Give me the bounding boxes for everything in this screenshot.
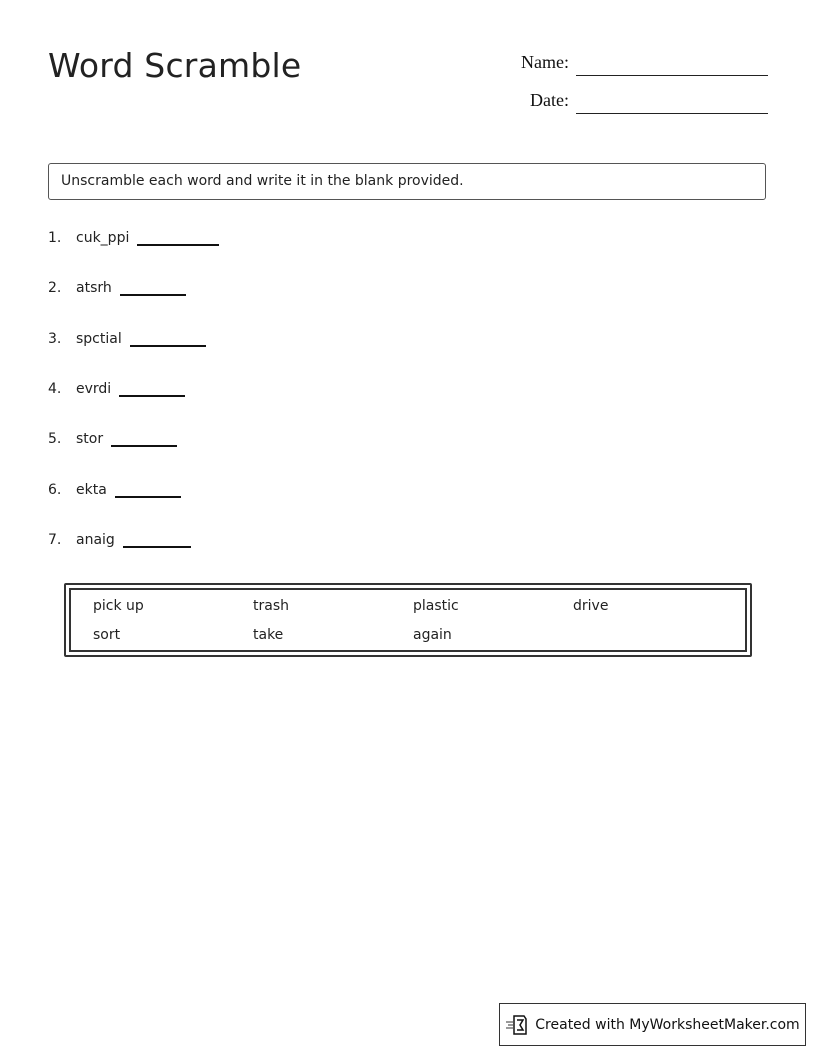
answer-blank[interactable] bbox=[123, 545, 191, 548]
name-label: Name: bbox=[521, 52, 569, 72]
scrambled-word: stor bbox=[76, 431, 104, 447]
question-item bbox=[48, 532, 191, 556]
date-line[interactable] bbox=[576, 113, 768, 114]
word-bank-item: take bbox=[253, 627, 284, 643]
scrambled-word: spctial bbox=[76, 331, 122, 347]
name-field[interactable] bbox=[48, 52, 768, 80]
worksheet-maker-logo-icon bbox=[505, 1014, 529, 1036]
answer-blank[interactable] bbox=[120, 293, 186, 296]
question-item bbox=[48, 381, 185, 405]
scrambled-word: anaig bbox=[76, 532, 115, 548]
page-title: Word Scramble bbox=[48, 46, 302, 85]
word-bank-item: again bbox=[413, 627, 452, 643]
date-field[interactable] bbox=[48, 90, 768, 118]
question-item bbox=[48, 280, 186, 304]
word-bank-item: trash bbox=[253, 598, 289, 614]
word-bank-item: pick up bbox=[93, 598, 144, 614]
answer-blank[interactable] bbox=[137, 243, 219, 246]
question-item bbox=[48, 230, 219, 254]
question-number: 6. bbox=[48, 482, 62, 498]
instructions-box bbox=[48, 163, 766, 200]
question-item bbox=[48, 482, 181, 506]
answer-blank[interactable] bbox=[115, 495, 181, 498]
date-label: Date: bbox=[530, 90, 569, 110]
word-bank bbox=[64, 583, 752, 657]
scrambled-word: atsrh bbox=[76, 280, 112, 296]
word-bank-inner-border bbox=[69, 588, 747, 652]
instructions-text: Unscramble each word and write it in the blank provided. bbox=[61, 173, 464, 189]
scrambled-word: evrdi bbox=[76, 381, 112, 397]
word-bank-item: sort bbox=[93, 627, 121, 643]
question-item bbox=[48, 331, 206, 355]
question-number: 1. bbox=[48, 230, 62, 246]
credit-text: Created with MyWorksheetMaker.com bbox=[535, 1016, 800, 1033]
question-item bbox=[48, 431, 177, 455]
scrambled-word: cuk_ppi bbox=[76, 230, 130, 246]
word-bank-item: drive bbox=[573, 598, 609, 614]
answer-blank[interactable] bbox=[130, 344, 206, 347]
question-number: 2. bbox=[48, 280, 62, 296]
question-number: 5. bbox=[48, 431, 62, 447]
scrambled-word: ekta bbox=[76, 482, 107, 498]
question-number: 7. bbox=[48, 532, 62, 548]
credit-badge[interactable] bbox=[499, 1003, 806, 1046]
answer-blank[interactable] bbox=[119, 394, 185, 397]
word-bank-item: plastic bbox=[413, 598, 459, 614]
question-number: 3. bbox=[48, 331, 62, 347]
answer-blank[interactable] bbox=[111, 444, 177, 447]
name-line[interactable] bbox=[576, 75, 768, 76]
question-number: 4. bbox=[48, 381, 62, 397]
